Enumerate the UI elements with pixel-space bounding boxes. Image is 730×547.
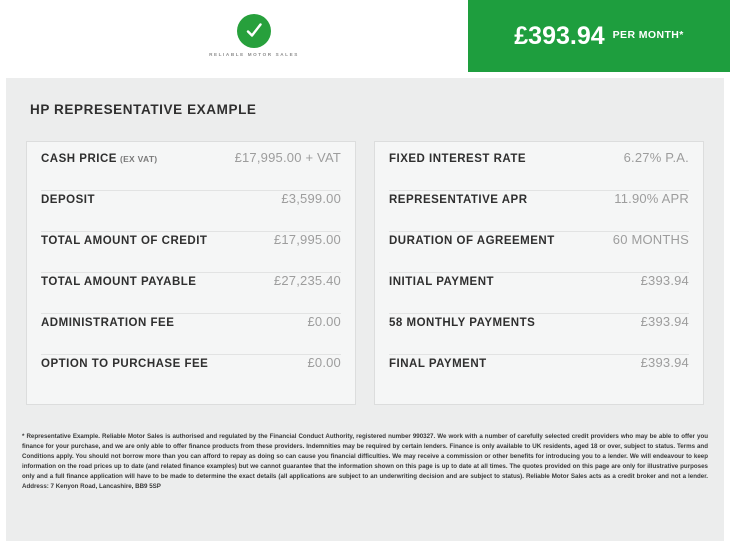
table-row: [389, 273, 689, 314]
table-row: [41, 150, 341, 191]
row-value: £17,995.00: [273, 232, 341, 247]
row-label: 58 MONTHLY PAYMENTS: [389, 317, 536, 329]
table-row: [389, 314, 689, 355]
row-label: TOTAL AMOUNT OF CREDIT: [41, 235, 208, 247]
table-row: [41, 355, 341, 396]
brand-logo: [209, 14, 299, 58]
table-row: [41, 191, 341, 232]
row-value: £0.00: [307, 314, 341, 329]
row-value: £27,235.40: [273, 273, 341, 288]
row-label: OPTION TO PURCHASE FEE: [41, 358, 209, 370]
row-label: REPRESENTATIVE APR: [389, 194, 528, 206]
row-label: DURATION OF AGREEMENT: [389, 235, 555, 247]
table-row: [41, 273, 341, 314]
brand-logo-text: RELIABLE MOTOR SALES: [209, 52, 299, 58]
row-label: CASH PRICE (EX VAT): [41, 153, 158, 165]
row-value: £17,995.00 + VAT: [234, 150, 341, 165]
table-row: [389, 150, 689, 191]
header: [0, 0, 730, 72]
row-label: ADMINISTRATION FEE: [41, 317, 175, 329]
tick-circle-icon: [237, 14, 271, 48]
row-value: £0.00: [307, 355, 341, 370]
row-value: 60 MONTHS: [612, 232, 689, 247]
table-row: [389, 355, 689, 396]
row-label: FIXED INTEREST RATE: [389, 153, 527, 165]
monthly-price-banner: [468, 0, 730, 72]
details-columns: [22, 141, 708, 405]
representative-example-panel: [6, 78, 724, 541]
row-value: £393.94: [640, 314, 689, 329]
monthly-price-period: PER MONTH*: [612, 29, 684, 41]
row-value: 6.27% P.A.: [623, 150, 689, 165]
row-value: £393.94: [640, 355, 689, 370]
row-label: INITIAL PAYMENT: [389, 276, 495, 288]
table-row: [41, 232, 341, 273]
monthly-price-amount: £393.94: [514, 21, 605, 50]
row-label: DEPOSIT: [41, 194, 95, 206]
row-label: FINAL PAYMENT: [389, 358, 487, 370]
row-sublabel: (EX VAT): [119, 154, 158, 164]
left-details-card: [26, 141, 356, 405]
row-label: TOTAL AMOUNT PAYABLE: [41, 276, 197, 288]
right-details-card: [374, 141, 704, 405]
row-value: £393.94: [640, 273, 689, 288]
page-title: HP REPRESENTATIVE EXAMPLE: [30, 102, 257, 117]
disclaimer-text: * Representative Example. Reliable Motor Sales is authorised and regulated by the Financial Conduct Authority, registered number 990327. We work with a number of carefully selected credit providers who may be able to offer you finance for your purchase, and we are only able to offer finance products from these providers. Indemnities may be required by certain lenders. Finance is only available to UK residents, aged 18 or over, subject to status. Terms and Conditions apply. You should not borrow more than you can afford to repay as doing so can cause you financial difficulties. We may receive a commission or other benefits for introducing you to a lender. We will endeavour to keep information on the road prices up to date (and related finance examples) but we cannot guarantee that the information shown on this page is up to date at all times. The quotes provided on this page are only for illustrative purposes only and a full finance application will have to be made to determine the exact details (all applications are subject to an underwriting decision and are subject to status). Reliable Motor Sales acts as a credit broker and not a lender. Address: 7 Kenyon Road, Lancashire, BB9 5SP: [22, 433, 708, 491]
header-logo-area: [0, 0, 468, 72]
row-value: 11.90% APR: [614, 191, 689, 206]
table-row: [41, 314, 341, 355]
row-value: £3,599.00: [281, 191, 341, 206]
table-row: [389, 232, 689, 273]
table-row: [389, 191, 689, 232]
